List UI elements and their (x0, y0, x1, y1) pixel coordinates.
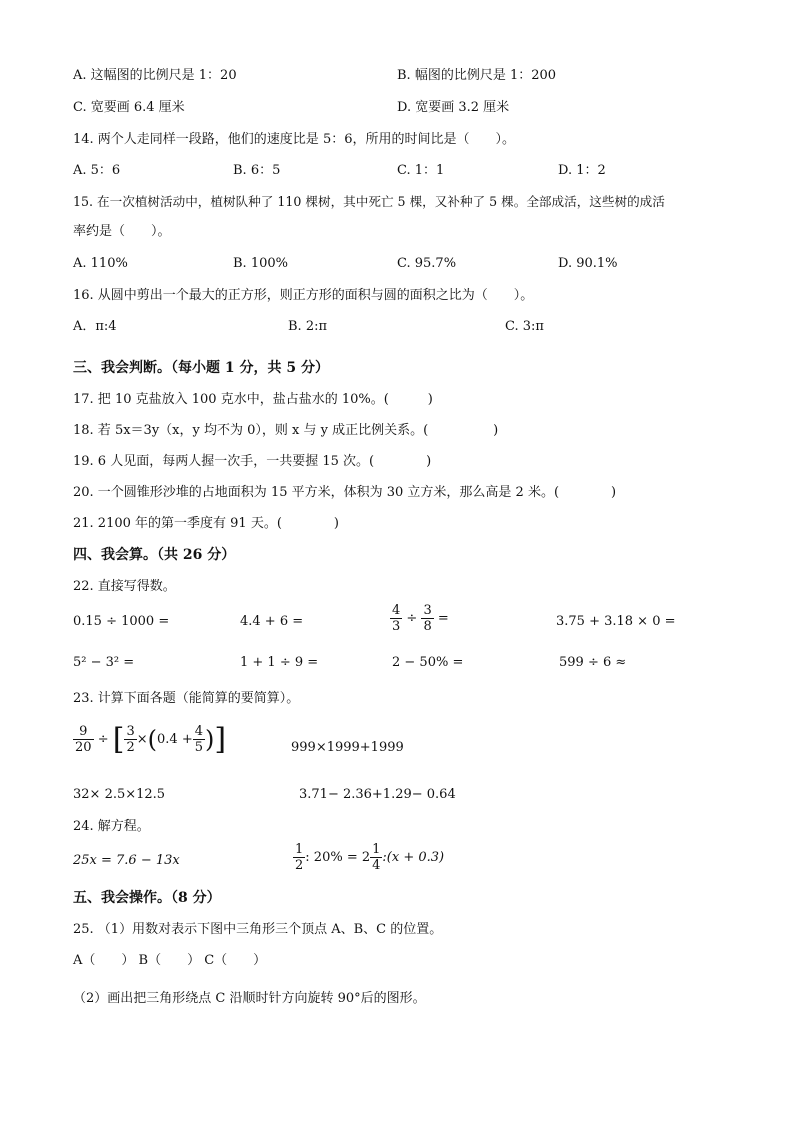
question-14: 14. 两个人走同样一段路，他们的速度比是 5：6，所用的时间比是（ ）。 (73, 132, 515, 147)
option-13a: A. 这幅图的比例尺是 1：20 (73, 68, 237, 83)
fraction: $\frac{3}{8}$ (423, 603, 432, 634)
calc-r1c3: $\frac{4}{3}$ ÷ $\frac{3}{8}$ = (392, 603, 449, 634)
section-5-heading: 五、我会操作。（8 分） (73, 890, 221, 906)
fraction: $\frac{9}{20}$ (75, 724, 92, 755)
option-13c: C. 宽要画 6.4 厘米 (73, 100, 185, 115)
question-19: 19. 6 人见面，每两人握一次手，一共要握 15 次。( ) (73, 454, 432, 469)
right-bracket: ] (214, 722, 227, 757)
expression-2: 999×1999+1999 (291, 740, 404, 755)
option-14c: C. 1：1 (397, 163, 445, 178)
question-18: 18. 若 5x＝3y（x，y 均不为 0），则 x 与 y 成正比例关系。( ) (73, 423, 499, 438)
option-15c: C. 95.7% (397, 256, 457, 271)
expression-1: $\frac{9}{20}$ ÷ [ $\frac{3}{2}$ ×(0.4 + $\frac{4}{5}$ )] (75, 722, 227, 757)
equation-2: $\frac{1}{2}$ : 20% = 2 $\frac{1}{4}$ :(x + 0.3) (295, 842, 445, 873)
section-3-heading: 三、我会判断。（每小题 1 分，共 5 分） (73, 360, 329, 376)
option-16c: C. 3:π (505, 319, 544, 334)
left-paren: ( (147, 725, 158, 754)
fraction: $\frac{3}{2}$ (126, 724, 135, 755)
question-24: 24. 解方程。 (73, 819, 150, 834)
expression-3: 32× 2.5×12.5 (73, 787, 166, 802)
option-16a: A．π:4 (73, 319, 117, 334)
question-22: 22. 直接写得数。 (73, 579, 176, 594)
calc-r2c3: 2 − 50% = (392, 655, 464, 670)
fraction: $\frac{4}{5}$ (194, 724, 203, 755)
question-16: 16. 从圆中剪出一个最大的正方形，则正方形的面积与圆的面积之比为（ ）。 (73, 288, 534, 303)
option-14d: D. 1：2 (558, 163, 606, 178)
right-paren: ) (205, 725, 215, 754)
fraction: $\frac{4}{3}$ (392, 603, 401, 634)
option-15a: A. 110% (73, 256, 128, 271)
vertex-answers: A（ ） B（ ） C（ ） (73, 953, 267, 968)
calc-r2c2: 1 + 1 ÷ 9 = (240, 655, 319, 670)
question-15-line2: 率约是（ ）。 (73, 224, 171, 239)
calc-r2c1: 5² − 3² = (73, 655, 135, 670)
question-20: 20. 一个圆锥形沙堆的占地面积为 15 平方米，体积为 30 立方米，那么高是 2 米。( ) (73, 485, 617, 500)
fraction: $\frac{1}{2}$ (295, 842, 304, 873)
equation-1: 25x = 7.6 − 13x (73, 853, 180, 868)
option-13d: D. 宽要画 3.2 厘米 (397, 100, 510, 115)
calc-r1c1: 0.15 ÷ 1000 = (73, 614, 170, 629)
option-15d: D. 90.1% (558, 256, 618, 271)
section-4-heading: 四、我会算。（共 26 分） (73, 547, 236, 563)
calc-r1c2: 4.4 + 6 = (240, 614, 304, 629)
question-23: 23. 计算下面各题（能简算的要简算）。 (73, 691, 300, 706)
option-16b: B. 2:π (288, 319, 328, 334)
option-13b: B. 幅图的比例尺是 1：200 (397, 68, 557, 83)
question-15-line1: 15. 在一次植树活动中，植树队种了 110 棵树，其中死亡 5 棵，又补种了 5 棵。全部成活，这些树的成活 (73, 194, 665, 209)
fraction: $\frac{1}{4}$ (372, 842, 381, 873)
question-25-part2: （2）画出把三角形绕点 C 沿顺时针方向旋转 90°后的图形。 (73, 991, 426, 1006)
question-17: 17. 把 10 克盐放入 100 克水中，盐占盐水的 10%。( ) (73, 392, 433, 407)
expression-4: 3.71− 2.36+1.29− 0.64 (299, 787, 456, 802)
calc-r2c4: 599 ÷ 6 ≈ (559, 655, 627, 670)
question-25: 25. （1）用数对表示下图中三角形三个顶点 A、B、C 的位置。 (73, 922, 443, 937)
option-15b: B. 100% (233, 256, 288, 271)
question-21: 21. 2100 年的第一季度有 91 天。( ) (73, 516, 339, 531)
left-bracket: [ (112, 722, 125, 757)
option-14a: A. 5：6 (73, 163, 121, 178)
calc-r1c4: 3.75 + 3.18 × 0 = (556, 614, 676, 629)
option-14b: B. 6：5 (233, 163, 281, 178)
